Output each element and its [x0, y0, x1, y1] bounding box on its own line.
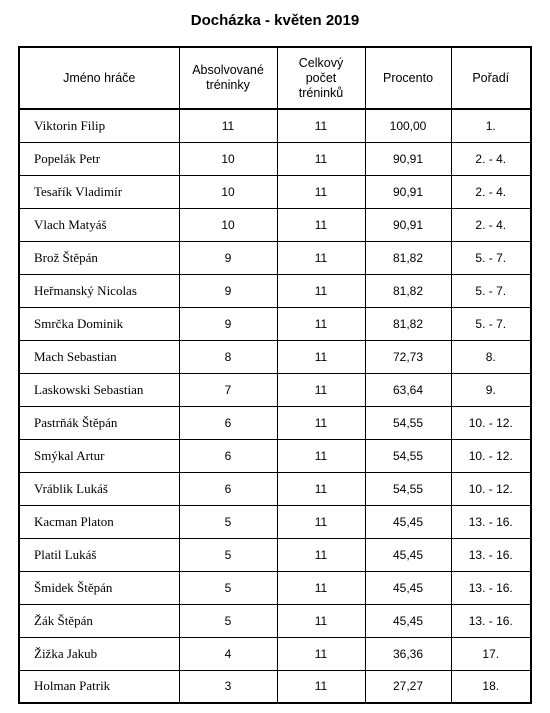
cell-rank: 13. - 16.	[451, 538, 531, 571]
cell-rank: 13. - 16.	[451, 604, 531, 637]
header-player-name: Jméno hráče	[19, 47, 179, 109]
cell-attended: 5	[179, 604, 277, 637]
cell-total: 11	[277, 175, 365, 208]
cell-total: 11	[277, 274, 365, 307]
cell-player-name: Holman Patrik	[19, 670, 179, 703]
cell-rank: 13. - 16.	[451, 571, 531, 604]
cell-total: 11	[277, 538, 365, 571]
cell-percent: 81,82	[365, 307, 451, 340]
cell-total: 11	[277, 637, 365, 670]
cell-percent: 63,64	[365, 373, 451, 406]
table-row	[19, 175, 531, 208]
cell-attended: 3	[179, 670, 277, 703]
cell-attended: 10	[179, 175, 277, 208]
cell-total: 11	[277, 670, 365, 703]
cell-percent: 54,55	[365, 406, 451, 439]
cell-player-name: Kacman Platon	[19, 505, 179, 538]
cell-attended: 9	[179, 241, 277, 274]
cell-total: 11	[277, 406, 365, 439]
cell-rank: 9.	[451, 373, 531, 406]
cell-rank: 2. - 4.	[451, 142, 531, 175]
cell-player-name: Smýkal Artur	[19, 439, 179, 472]
cell-total: 11	[277, 604, 365, 637]
cell-player-name: Platil Lukáš	[19, 538, 179, 571]
cell-rank: 10. - 12.	[451, 472, 531, 505]
cell-attended: 5	[179, 505, 277, 538]
cell-percent: 54,55	[365, 472, 451, 505]
table-row	[19, 241, 531, 274]
cell-total: 11	[277, 505, 365, 538]
table-row	[19, 670, 531, 703]
table-row	[19, 208, 531, 241]
table-row	[19, 505, 531, 538]
table-row	[19, 109, 531, 142]
cell-attended: 4	[179, 637, 277, 670]
table-row	[19, 142, 531, 175]
cell-rank: 1.	[451, 109, 531, 142]
cell-total: 11	[277, 208, 365, 241]
table-row	[19, 604, 531, 637]
table-row	[19, 340, 531, 373]
cell-percent: 81,82	[365, 241, 451, 274]
cell-attended: 6	[179, 439, 277, 472]
cell-percent: 81,82	[365, 274, 451, 307]
cell-player-name: Vráblik Lukáš	[19, 472, 179, 505]
cell-player-name: Pastrňák Štěpán	[19, 406, 179, 439]
header-total-trainings: Celkový počet tréninků	[277, 47, 365, 109]
cell-total: 11	[277, 109, 365, 142]
cell-rank: 2. - 4.	[451, 208, 531, 241]
cell-percent: 90,91	[365, 142, 451, 175]
cell-player-name: Vlach Matyáš	[19, 208, 179, 241]
cell-percent: 72,73	[365, 340, 451, 373]
cell-rank: 13. - 16.	[451, 505, 531, 538]
table-row	[19, 637, 531, 670]
cell-attended: 6	[179, 406, 277, 439]
cell-rank: 5. - 7.	[451, 307, 531, 340]
cell-attended: 9	[179, 307, 277, 340]
table-row	[19, 406, 531, 439]
cell-attended: 10	[179, 142, 277, 175]
cell-player-name: Šmidek Štěpán	[19, 571, 179, 604]
cell-player-name: Heřmanský Nicolas	[19, 274, 179, 307]
page-title: Docházka - květen 2019	[190, 12, 360, 29]
cell-rank: 10. - 12.	[451, 406, 531, 439]
cell-total: 11	[277, 142, 365, 175]
cell-player-name: Tesařík Vladimír	[19, 175, 179, 208]
cell-attended: 5	[179, 571, 277, 604]
header-percent: Procento	[365, 47, 451, 109]
cell-rank: 5. - 7.	[451, 241, 531, 274]
cell-attended: 9	[179, 274, 277, 307]
cell-rank: 5. - 7.	[451, 274, 531, 307]
cell-total: 11	[277, 373, 365, 406]
cell-total: 11	[277, 340, 365, 373]
cell-player-name: Popelák Petr	[19, 142, 179, 175]
table-row	[19, 472, 531, 505]
cell-rank: 17.	[451, 637, 531, 670]
cell-attended: 10	[179, 208, 277, 241]
cell-rank: 10. - 12.	[451, 439, 531, 472]
cell-player-name: Laskowski Sebastian	[19, 373, 179, 406]
table-row	[19, 571, 531, 604]
table-row	[19, 307, 531, 340]
cell-percent: 90,91	[365, 175, 451, 208]
cell-percent: 90,91	[365, 208, 451, 241]
header-attended-trainings: Absolvované tréninky	[179, 47, 277, 109]
cell-total: 11	[277, 571, 365, 604]
cell-attended: 11	[179, 109, 277, 142]
cell-percent: 45,45	[365, 571, 451, 604]
cell-attended: 8	[179, 340, 277, 373]
cell-attended: 5	[179, 538, 277, 571]
table-row	[19, 373, 531, 406]
cell-rank: 8.	[451, 340, 531, 373]
cell-percent: 36,36	[365, 637, 451, 670]
table-header-row	[19, 47, 531, 109]
cell-player-name: Žižka Jakub	[19, 637, 179, 670]
cell-player-name: Brož Štěpán	[19, 241, 179, 274]
cell-percent: 45,45	[365, 538, 451, 571]
cell-total: 11	[277, 472, 365, 505]
cell-percent: 45,45	[365, 505, 451, 538]
table-body	[19, 109, 531, 703]
cell-rank: 18.	[451, 670, 531, 703]
attendance-table	[18, 46, 532, 704]
cell-rank: 2. - 4.	[451, 175, 531, 208]
table-row	[19, 439, 531, 472]
cell-attended: 6	[179, 472, 277, 505]
cell-player-name: Žák Štěpán	[19, 604, 179, 637]
cell-player-name: Smrčka Dominik	[19, 307, 179, 340]
cell-player-name: Viktorin Filip	[19, 109, 179, 142]
cell-percent: 45,45	[365, 604, 451, 637]
cell-percent: 100,00	[365, 109, 451, 142]
cell-percent: 54,55	[365, 439, 451, 472]
cell-player-name: Mach Sebastian	[19, 340, 179, 373]
cell-attended: 7	[179, 373, 277, 406]
cell-percent: 27,27	[365, 670, 451, 703]
header-rank: Pořadí	[451, 47, 531, 109]
cell-total: 11	[277, 439, 365, 472]
table-row	[19, 538, 531, 571]
cell-total: 11	[277, 241, 365, 274]
table-row	[19, 274, 531, 307]
cell-total: 11	[277, 307, 365, 340]
